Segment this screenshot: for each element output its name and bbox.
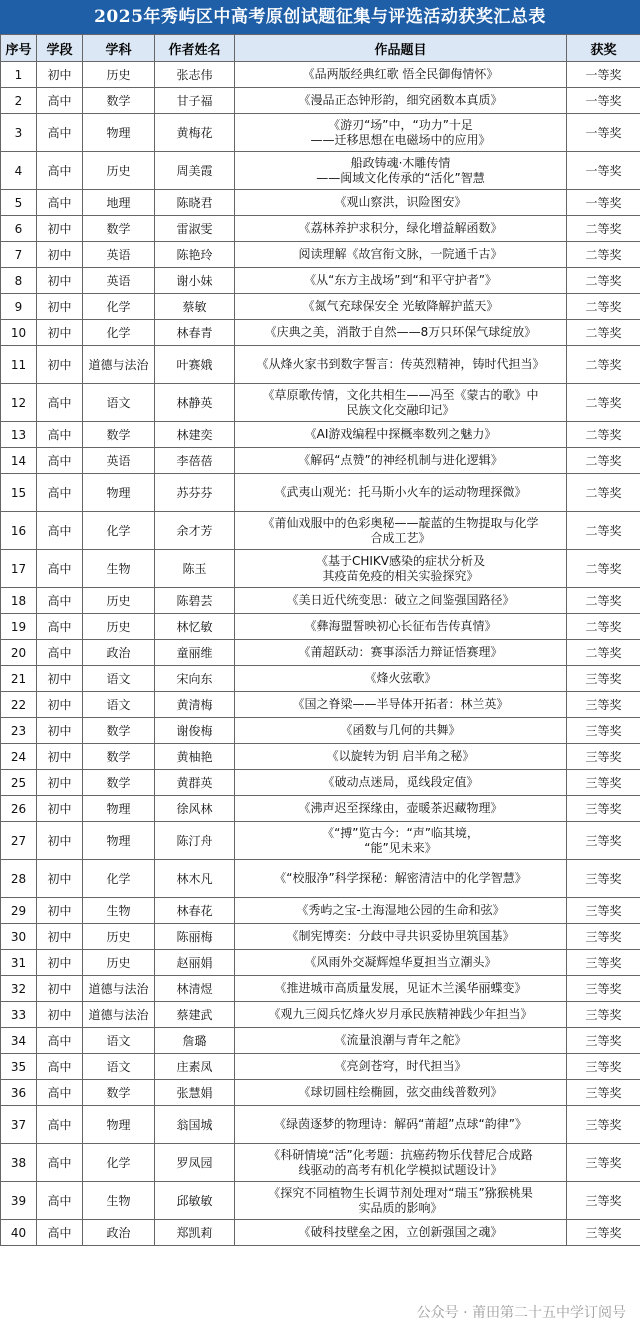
cell-subject: 数学 xyxy=(83,770,155,796)
cell-subject: 数学 xyxy=(83,88,155,114)
cell-author: 陈晓君 xyxy=(155,190,235,216)
table-row xyxy=(1,950,640,976)
cell-work: 船政铸魂·木雕传情 ——闽域文化传承的“活化”智慧 xyxy=(235,152,567,190)
table-row xyxy=(1,550,640,588)
table-row xyxy=(1,640,640,666)
cell-no: 12 xyxy=(1,384,37,422)
cell-no: 40 xyxy=(1,1220,37,1246)
cell-award: 三等奖 xyxy=(567,796,640,822)
table-row xyxy=(1,62,640,88)
cell-award: 三等奖 xyxy=(567,744,640,770)
cell-subject: 生物 xyxy=(83,550,155,588)
cell-award: 三等奖 xyxy=(567,1080,640,1106)
cell-no: 2 xyxy=(1,88,37,114)
cell-author: 陈汀舟 xyxy=(155,822,235,860)
table-row xyxy=(1,976,640,1002)
table-row xyxy=(1,796,640,822)
cell-no: 22 xyxy=(1,692,37,718)
table-row xyxy=(1,666,640,692)
cell-level: 高中 xyxy=(37,1106,83,1144)
cell-award: 三等奖 xyxy=(567,976,640,1002)
cell-work: 《球切圆柱绘椭圆，弦交曲线普数列》 xyxy=(235,1080,567,1106)
cell-work: 《流量浪潮与青年之舵》 xyxy=(235,1028,567,1054)
cell-no: 15 xyxy=(1,474,37,512)
cell-subject: 物理 xyxy=(83,114,155,152)
table-row xyxy=(1,242,640,268)
cell-subject: 化学 xyxy=(83,512,155,550)
cell-work: 《推进城市高质量发展，见证木兰溪华丽蝶变》 xyxy=(235,976,567,1002)
cell-award: 三等奖 xyxy=(567,1106,640,1144)
cell-level: 初中 xyxy=(37,666,83,692)
cell-work: 《庆典之美，消散于自然——8万只环保气球绽放》 xyxy=(235,320,567,346)
cell-author: 陈玉 xyxy=(155,550,235,588)
cell-award: 二等奖 xyxy=(567,448,640,474)
cell-work: 《从烽火家书到数字誓言：传英烈精神，铸时代担当》 xyxy=(235,346,567,384)
cell-author: 翁国城 xyxy=(155,1106,235,1144)
cell-author: 林木凡 xyxy=(155,860,235,898)
cell-award: 三等奖 xyxy=(567,692,640,718)
cell-award: 一等奖 xyxy=(567,88,640,114)
cell-award: 二等奖 xyxy=(567,614,640,640)
header-award: 获奖 xyxy=(567,35,640,62)
cell-level: 初中 xyxy=(37,924,83,950)
cell-award: 三等奖 xyxy=(567,860,640,898)
cell-author: 陈碧芸 xyxy=(155,588,235,614)
cell-level: 高中 xyxy=(37,1144,83,1182)
cell-level: 初中 xyxy=(37,744,83,770)
header-work: 作品题目 xyxy=(235,35,567,62)
table-row xyxy=(1,88,640,114)
table-row xyxy=(1,474,640,512)
table-row xyxy=(1,822,640,860)
cell-author: 郑凯莉 xyxy=(155,1220,235,1246)
table-row xyxy=(1,744,640,770)
cell-work: 《游刃“场”中，“功力”十足 ——迁移思想在电磁场中的应用》 xyxy=(235,114,567,152)
cell-work: 《荔林养护求积分，绿化增益解函数》 xyxy=(235,216,567,242)
cell-subject: 语文 xyxy=(83,1054,155,1080)
cell-award: 三等奖 xyxy=(567,1028,640,1054)
cell-work: 《破动点迷局，觅线段定值》 xyxy=(235,770,567,796)
cell-subject: 数学 xyxy=(83,216,155,242)
cell-author: 叶赛娥 xyxy=(155,346,235,384)
cell-work: 《函数与几何的共舞》 xyxy=(235,718,567,744)
cell-no: 7 xyxy=(1,242,37,268)
cell-no: 13 xyxy=(1,422,37,448)
cell-level: 初中 xyxy=(37,294,83,320)
cell-level: 高中 xyxy=(37,640,83,666)
cell-author: 蔡建武 xyxy=(155,1002,235,1028)
table-row xyxy=(1,152,640,190)
cell-work: 《以旋转为钥 启半角之秘》 xyxy=(235,744,567,770)
cell-work: 《探究不同植物生长调节剂处理对“瑞玉”猕猴桃果 实品质的影响》 xyxy=(235,1182,567,1220)
cell-no: 8 xyxy=(1,268,37,294)
cell-author: 甘子福 xyxy=(155,88,235,114)
cell-level: 初中 xyxy=(37,692,83,718)
cell-level: 初中 xyxy=(37,242,83,268)
header-level: 学段 xyxy=(37,35,83,62)
cell-subject: 英语 xyxy=(83,448,155,474)
cell-work: 《秀屿之宝-土海湿地公园的生命和弦》 xyxy=(235,898,567,924)
cell-level: 高中 xyxy=(37,152,83,190)
cell-level: 初中 xyxy=(37,976,83,1002)
cell-award: 二等奖 xyxy=(567,588,640,614)
cell-award: 三等奖 xyxy=(567,1220,640,1246)
watermark: 公众号 · 莆田第二十五中学订阅号 xyxy=(417,1302,626,1322)
cell-work: 《绿茵逐梦的物理诗：解码“莆超”点球“韵律”》 xyxy=(235,1106,567,1144)
cell-no: 35 xyxy=(1,1054,37,1080)
cell-no: 37 xyxy=(1,1106,37,1144)
cell-author: 赵丽娟 xyxy=(155,950,235,976)
cell-no: 34 xyxy=(1,1028,37,1054)
cell-work: 《国之脊梁——半导体开拓者：林兰英》 xyxy=(235,692,567,718)
header-no: 序号 xyxy=(1,35,37,62)
table-row xyxy=(1,114,640,152)
cell-subject: 英语 xyxy=(83,268,155,294)
header-author: 作者姓名 xyxy=(155,35,235,62)
cell-subject: 历史 xyxy=(83,62,155,88)
table-row xyxy=(1,1080,640,1106)
cell-level: 高中 xyxy=(37,422,83,448)
cell-author: 徐风林 xyxy=(155,796,235,822)
cell-no: 31 xyxy=(1,950,37,976)
cell-subject: 化学 xyxy=(83,1144,155,1182)
cell-award: 二等奖 xyxy=(567,320,640,346)
cell-no: 28 xyxy=(1,860,37,898)
cell-no: 26 xyxy=(1,796,37,822)
cell-subject: 物理 xyxy=(83,1106,155,1144)
cell-no: 33 xyxy=(1,1002,37,1028)
cell-level: 初中 xyxy=(37,346,83,384)
cell-no: 9 xyxy=(1,294,37,320)
cell-award: 三等奖 xyxy=(567,1182,640,1220)
table-row xyxy=(1,692,640,718)
cell-work: 《漫品正态钟形韵，细究函数本真质》 xyxy=(235,88,567,114)
cell-work: 《武夷山观光：托马斯小火车的运动物理探微》 xyxy=(235,474,567,512)
cell-level: 高中 xyxy=(37,474,83,512)
cell-level: 初中 xyxy=(37,860,83,898)
table-row xyxy=(1,770,640,796)
cell-no: 36 xyxy=(1,1080,37,1106)
cell-no: 5 xyxy=(1,190,37,216)
cell-level: 初中 xyxy=(37,62,83,88)
table-row xyxy=(1,1182,640,1220)
cell-subject: 数学 xyxy=(83,744,155,770)
cell-award: 三等奖 xyxy=(567,1054,640,1080)
cell-no: 18 xyxy=(1,588,37,614)
cell-work: 《风雨外交凝辉煌华夏担当立潮头》 xyxy=(235,950,567,976)
table-row xyxy=(1,1220,640,1246)
cell-award: 三等奖 xyxy=(567,666,640,692)
cell-subject: 化学 xyxy=(83,294,155,320)
cell-level: 高中 xyxy=(37,1080,83,1106)
cell-level: 高中 xyxy=(37,190,83,216)
cell-award: 三等奖 xyxy=(567,1002,640,1028)
cell-level: 高中 xyxy=(37,1220,83,1246)
cell-no: 3 xyxy=(1,114,37,152)
cell-level: 初中 xyxy=(37,950,83,976)
cell-level: 高中 xyxy=(37,614,83,640)
table-row xyxy=(1,1002,640,1028)
cell-level: 高中 xyxy=(37,1182,83,1220)
cell-author: 宋向东 xyxy=(155,666,235,692)
cell-work: 《观山察洪，识险图安》 xyxy=(235,190,567,216)
cell-subject: 历史 xyxy=(83,924,155,950)
cell-work: 《莆仙戏服中的色彩奥秘——靛蓝的生物提取与化学 合成工艺》 xyxy=(235,512,567,550)
cell-author: 黄柚艳 xyxy=(155,744,235,770)
cell-award: 二等奖 xyxy=(567,294,640,320)
cell-work: 《“搏”览古今：“声”临其境， “能”见未来》 xyxy=(235,822,567,860)
cell-no: 14 xyxy=(1,448,37,474)
cell-subject: 数学 xyxy=(83,1080,155,1106)
cell-work: 《观九三阅兵忆烽火岁月承民族精神践少年担当》 xyxy=(235,1002,567,1028)
cell-no: 4 xyxy=(1,152,37,190)
cell-author: 蔡敏 xyxy=(155,294,235,320)
cell-level: 高中 xyxy=(37,1028,83,1054)
cell-award: 二等奖 xyxy=(567,346,640,384)
table-row xyxy=(1,384,640,422)
cell-work: 《彝海盟誓映初心长征布告传真情》 xyxy=(235,614,567,640)
cell-level: 初中 xyxy=(37,1002,83,1028)
cell-subject: 地理 xyxy=(83,190,155,216)
cell-level: 高中 xyxy=(37,588,83,614)
cell-award: 二等奖 xyxy=(567,242,640,268)
cell-level: 初中 xyxy=(37,822,83,860)
cell-award: 一等奖 xyxy=(567,190,640,216)
cell-level: 高中 xyxy=(37,448,83,474)
table-row xyxy=(1,294,640,320)
cell-award: 二等奖 xyxy=(567,474,640,512)
cell-award: 二等奖 xyxy=(567,268,640,294)
cell-award: 二等奖 xyxy=(567,384,640,422)
cell-no: 10 xyxy=(1,320,37,346)
cell-award: 三等奖 xyxy=(567,924,640,950)
cell-no: 11 xyxy=(1,346,37,384)
cell-subject: 语文 xyxy=(83,666,155,692)
cell-award: 一等奖 xyxy=(567,114,640,152)
cell-level: 高中 xyxy=(37,550,83,588)
cell-author: 林静英 xyxy=(155,384,235,422)
table-row xyxy=(1,1028,640,1054)
cell-author: 陈艳玲 xyxy=(155,242,235,268)
cell-no: 38 xyxy=(1,1144,37,1182)
cell-author: 陈丽梅 xyxy=(155,924,235,950)
cell-level: 初中 xyxy=(37,268,83,294)
cell-award: 三等奖 xyxy=(567,898,640,924)
cell-no: 29 xyxy=(1,898,37,924)
cell-no: 21 xyxy=(1,666,37,692)
cell-subject: 数学 xyxy=(83,718,155,744)
cell-author: 雷淑雯 xyxy=(155,216,235,242)
table-row xyxy=(1,1144,640,1182)
cell-subject: 语文 xyxy=(83,1028,155,1054)
cell-subject: 历史 xyxy=(83,152,155,190)
cell-subject: 历史 xyxy=(83,588,155,614)
cell-no: 25 xyxy=(1,770,37,796)
cell-work: 《基于CHIKV感染的症状分析及 其疫苗免疫的相关实验探究》 xyxy=(235,550,567,588)
cell-no: 1 xyxy=(1,62,37,88)
cell-no: 30 xyxy=(1,924,37,950)
cell-subject: 数学 xyxy=(83,422,155,448)
cell-subject: 物理 xyxy=(83,796,155,822)
cell-level: 初中 xyxy=(37,770,83,796)
cell-award: 二等奖 xyxy=(567,422,640,448)
cell-level: 高中 xyxy=(37,512,83,550)
cell-award: 二等奖 xyxy=(567,216,640,242)
cell-no: 23 xyxy=(1,718,37,744)
cell-work: 《科研情境“活”化考题：抗癌药物乐伐替尼合成路 线驱动的高考有机化学模拟试题设计》 xyxy=(235,1144,567,1182)
cell-author: 张志伟 xyxy=(155,62,235,88)
table-row xyxy=(1,588,640,614)
table-body xyxy=(1,62,640,1246)
cell-author: 黄群英 xyxy=(155,770,235,796)
table-row xyxy=(1,448,640,474)
cell-level: 高中 xyxy=(37,1054,83,1080)
cell-author: 张慧娟 xyxy=(155,1080,235,1106)
cell-author: 黄清梅 xyxy=(155,692,235,718)
cell-subject: 政治 xyxy=(83,1220,155,1246)
cell-no: 32 xyxy=(1,976,37,1002)
header-subject: 学科 xyxy=(83,35,155,62)
table-row xyxy=(1,898,640,924)
cell-work: 《“校服净”科学探秘：解密清洁中的化学智慧》 xyxy=(235,860,567,898)
table-header-row xyxy=(1,35,640,62)
page-title: 2025年秀屿区中高考原创试题征集与评选活动获奖汇总表 xyxy=(0,0,640,34)
cell-subject: 道德与法治 xyxy=(83,976,155,1002)
table-row xyxy=(1,924,640,950)
cell-author: 邱敏敏 xyxy=(155,1182,235,1220)
cell-award: 二等奖 xyxy=(567,640,640,666)
table-row xyxy=(1,614,640,640)
cell-level: 高中 xyxy=(37,114,83,152)
cell-work: 《品两版经典红歌 悟全民御侮情怀》 xyxy=(235,62,567,88)
cell-subject: 历史 xyxy=(83,614,155,640)
table-row xyxy=(1,718,640,744)
cell-no: 24 xyxy=(1,744,37,770)
table-row xyxy=(1,512,640,550)
table-row xyxy=(1,422,640,448)
table-row xyxy=(1,268,640,294)
cell-author: 詹璐 xyxy=(155,1028,235,1054)
cell-no: 20 xyxy=(1,640,37,666)
cell-award: 二等奖 xyxy=(567,512,640,550)
cell-subject: 生物 xyxy=(83,898,155,924)
cell-work: 《氮气充球保安全 光敏降解护蓝天》 xyxy=(235,294,567,320)
cell-author: 林忆敏 xyxy=(155,614,235,640)
table-row xyxy=(1,346,640,384)
table-row xyxy=(1,1106,640,1144)
cell-level: 初中 xyxy=(37,796,83,822)
cell-author: 黄梅花 xyxy=(155,114,235,152)
cell-subject: 道德与法治 xyxy=(83,346,155,384)
cell-work: 《亮剑苍穹，时代担当》 xyxy=(235,1054,567,1080)
table-row xyxy=(1,320,640,346)
table-row xyxy=(1,190,640,216)
cell-author: 余才芳 xyxy=(155,512,235,550)
cell-author: 苏芬芬 xyxy=(155,474,235,512)
cell-subject: 化学 xyxy=(83,860,155,898)
cell-level: 初中 xyxy=(37,216,83,242)
cell-work: 《沸声迟至探缘由，壶暖茶迟藏物理》 xyxy=(235,796,567,822)
cell-subject: 语文 xyxy=(83,384,155,422)
cell-author: 林清煜 xyxy=(155,976,235,1002)
cell-work: 《草原歌传情，文化共相生——冯至《蒙古的歌》中 民族文化交融印记》 xyxy=(235,384,567,422)
cell-subject: 物理 xyxy=(83,822,155,860)
cell-subject: 道德与法治 xyxy=(83,1002,155,1028)
cell-award: 三等奖 xyxy=(567,822,640,860)
cell-work: 《美日近代统变思：破立之间鉴强国路径》 xyxy=(235,588,567,614)
cell-no: 17 xyxy=(1,550,37,588)
cell-author: 童丽维 xyxy=(155,640,235,666)
cell-work: 阅读理解《故宫衔文脉，一院通千古》 xyxy=(235,242,567,268)
cell-award: 三等奖 xyxy=(567,950,640,976)
cell-work: 《破科技壁垒之困，立创新强国之魂》 xyxy=(235,1220,567,1246)
cell-work: 《烽火弦歌》 xyxy=(235,666,567,692)
cell-no: 19 xyxy=(1,614,37,640)
cell-subject: 化学 xyxy=(83,320,155,346)
cell-work: 《制宪博奕：分歧中寻共识妥协里筑国基》 xyxy=(235,924,567,950)
cell-award: 三等奖 xyxy=(567,718,640,744)
cell-no: 39 xyxy=(1,1182,37,1220)
cell-level: 高中 xyxy=(37,88,83,114)
cell-subject: 生物 xyxy=(83,1182,155,1220)
cell-subject: 历史 xyxy=(83,950,155,976)
cell-author: 谢小妹 xyxy=(155,268,235,294)
cell-level: 初中 xyxy=(37,718,83,744)
cell-award: 一等奖 xyxy=(567,152,640,190)
cell-author: 周美霞 xyxy=(155,152,235,190)
cell-level: 初中 xyxy=(37,898,83,924)
cell-no: 6 xyxy=(1,216,37,242)
cell-award: 一等奖 xyxy=(567,62,640,88)
cell-subject: 英语 xyxy=(83,242,155,268)
cell-work: 《解码“点赞”的神经机制与进化逻辑》 xyxy=(235,448,567,474)
cell-subject: 政治 xyxy=(83,640,155,666)
cell-no: 16 xyxy=(1,512,37,550)
cell-author: 林春花 xyxy=(155,898,235,924)
cell-author: 林春青 xyxy=(155,320,235,346)
cell-work: 《AI游戏编程中探概率数列之魅力》 xyxy=(235,422,567,448)
cell-no: 27 xyxy=(1,822,37,860)
cell-level: 初中 xyxy=(37,320,83,346)
table-row xyxy=(1,860,640,898)
cell-subject: 语文 xyxy=(83,692,155,718)
cell-author: 李蓓蓓 xyxy=(155,448,235,474)
cell-author: 林建奕 xyxy=(155,422,235,448)
cell-author: 庄素凤 xyxy=(155,1054,235,1080)
award-table xyxy=(0,34,640,1246)
cell-award: 二等奖 xyxy=(567,550,640,588)
cell-subject: 物理 xyxy=(83,474,155,512)
cell-level: 高中 xyxy=(37,384,83,422)
cell-work: 《从“东方主战场”到“和平守护者”》 xyxy=(235,268,567,294)
cell-author: 谢俊梅 xyxy=(155,718,235,744)
cell-work: 《莆超跃动：赛事添活力辩证悟赛理》 xyxy=(235,640,567,666)
cell-award: 三等奖 xyxy=(567,770,640,796)
cell-award: 三等奖 xyxy=(567,1144,640,1182)
table-row xyxy=(1,216,640,242)
table-row xyxy=(1,1054,640,1080)
cell-author: 罗凤园 xyxy=(155,1144,235,1182)
